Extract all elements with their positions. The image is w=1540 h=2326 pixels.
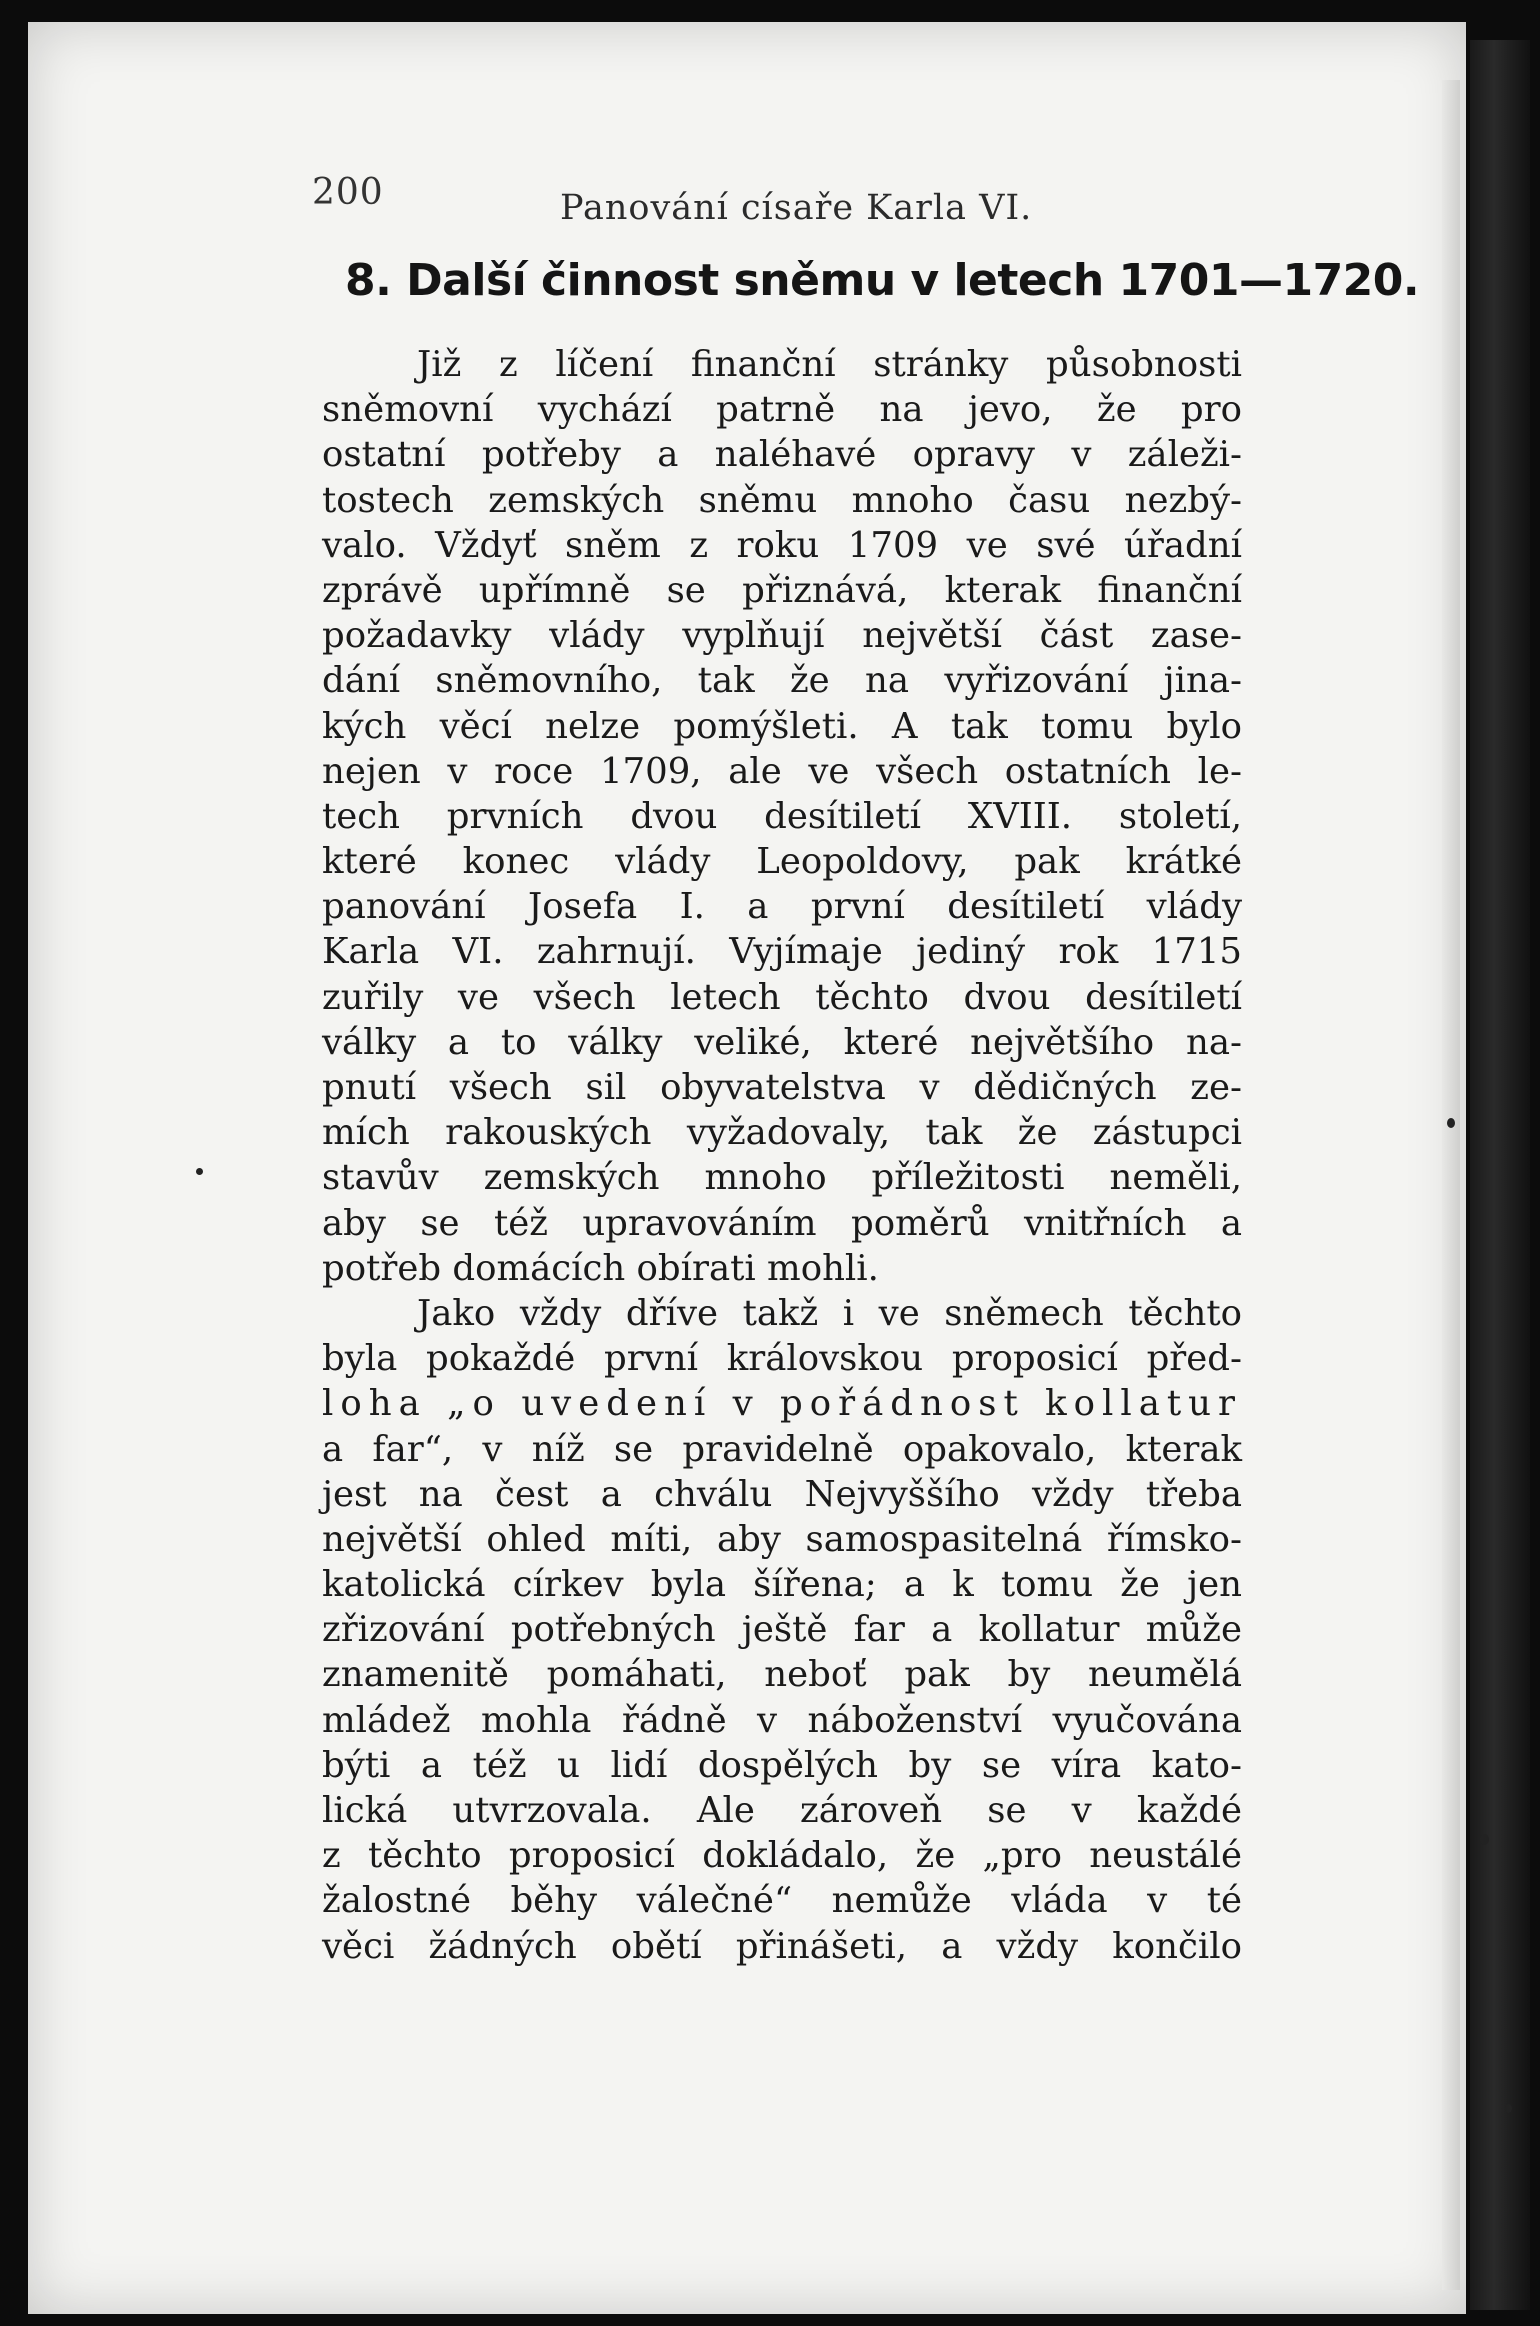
scan-speck	[1480, 1834, 1489, 1845]
text-line: aby se též upravováním poměrů vnitřních a	[322, 1202, 1242, 1244]
text-line: a far“, v níž se pravidelně opakovalo, kterak	[322, 1428, 1242, 1470]
text-line: dání sněmovního, tak že na vyřizování jina-	[322, 660, 1242, 702]
text-line: býti a též u lidí dospělých by se víra kato-	[322, 1744, 1242, 1786]
text-line: Karla VI. zahrnují. Vyjímaje jediný rok 1715	[322, 931, 1242, 973]
text-line: stavův zemských mnoho příležitosti neměli,	[322, 1157, 1242, 1199]
running-title: Panování císaře Karla VI.	[560, 188, 1033, 228]
text-line: největší ohled míti, aby samospasitelná římsko-	[322, 1518, 1242, 1560]
text-line: žalostné běhy válečné“ nemůže vláda v té	[322, 1880, 1242, 1922]
text-line: byla pokaždé první královskou proposicí před-	[322, 1338, 1242, 1380]
text-line: zřizování potřebných ještě far a kollatur může	[322, 1609, 1242, 1651]
text-line: pnutí všech sil obyvatelstva v dědičných ze-	[322, 1067, 1242, 1108]
text-line: panování Josefa I. a první desítiletí vlády	[322, 886, 1242, 928]
body-text	[322, 342, 1242, 1969]
text-line: Již z líčení finanční stránky působnosti	[417, 344, 1242, 385]
page-header	[312, 172, 1252, 232]
text-line: nejen v roce 1709, ale ve všech ostatních le-	[322, 750, 1242, 792]
text-line: jest na čest a chválu Nejvyššího vždy třeba	[322, 1473, 1242, 1515]
text-line: z těchto proposicí dokládalo, že „pro neustálé	[322, 1835, 1242, 1877]
text-line: zuřily ve všech letech těchto dvou desítiletí	[322, 976, 1242, 1018]
text-line: lická utvrzovala. Ale zároveň se v každé	[322, 1790, 1242, 1831]
text-line: tostech zemských sněmu mnoho času nezbý-	[322, 479, 1242, 521]
text-line: znamenitě pomáhati, neboť pak by neumělá	[322, 1654, 1242, 1696]
text-line: valo. Vždyť sněm z roku 1709 ve své úřadní	[322, 524, 1242, 566]
book-edge	[1470, 40, 1530, 2310]
text-line: tech prvních dvou desítiletí XVIII. století,	[322, 795, 1242, 837]
text-line: mích rakouských vyžadovaly, tak že zástupci	[322, 1112, 1242, 1154]
text-line: Jako vždy dříve takž i ve sněmech těchto	[417, 1292, 1242, 1334]
text-line: sněmovní vychází patrně na jevo, že pro	[322, 389, 1242, 431]
text-line: kých věcí nelze pomýšleti. A tak tomu bylo	[322, 705, 1242, 747]
section-heading: 8. Další činnost sněmu v letech 1701—1720.	[345, 255, 1420, 306]
text-line: zprávě upřímně se přiznává, kterak finanční	[322, 569, 1242, 611]
text-line: katolická církev byla šířena; a k tomu že jen	[322, 1564, 1242, 1606]
text-line: potřeb domácích obírati mohli.	[322, 1247, 879, 1289]
scan-speck	[196, 1168, 203, 1175]
page-number: 200	[312, 172, 384, 213]
text-line: které konec vlády Leopoldovy, pak krátké	[322, 841, 1242, 883]
text-line: mládež mohla řádně v náboženství vyučována	[322, 1699, 1242, 1741]
text-line: věci žádných obětí přinášeti, a vždy končilo	[322, 1925, 1242, 1967]
text-line: loha „o uvedení v pořádnost kollatur	[322, 1383, 1242, 1425]
text-line: ostatní potřeby a naléhavé opravy v záleži-	[322, 434, 1242, 476]
scan-speck	[1505, 2104, 1512, 2113]
page-gutter	[1442, 80, 1460, 2290]
text-line: požadavky vlády vyplňují největší část zase-	[322, 615, 1242, 657]
text-line: války a to války veliké, které největšího na-	[322, 1021, 1242, 1063]
scan-speck	[1447, 1118, 1455, 1128]
